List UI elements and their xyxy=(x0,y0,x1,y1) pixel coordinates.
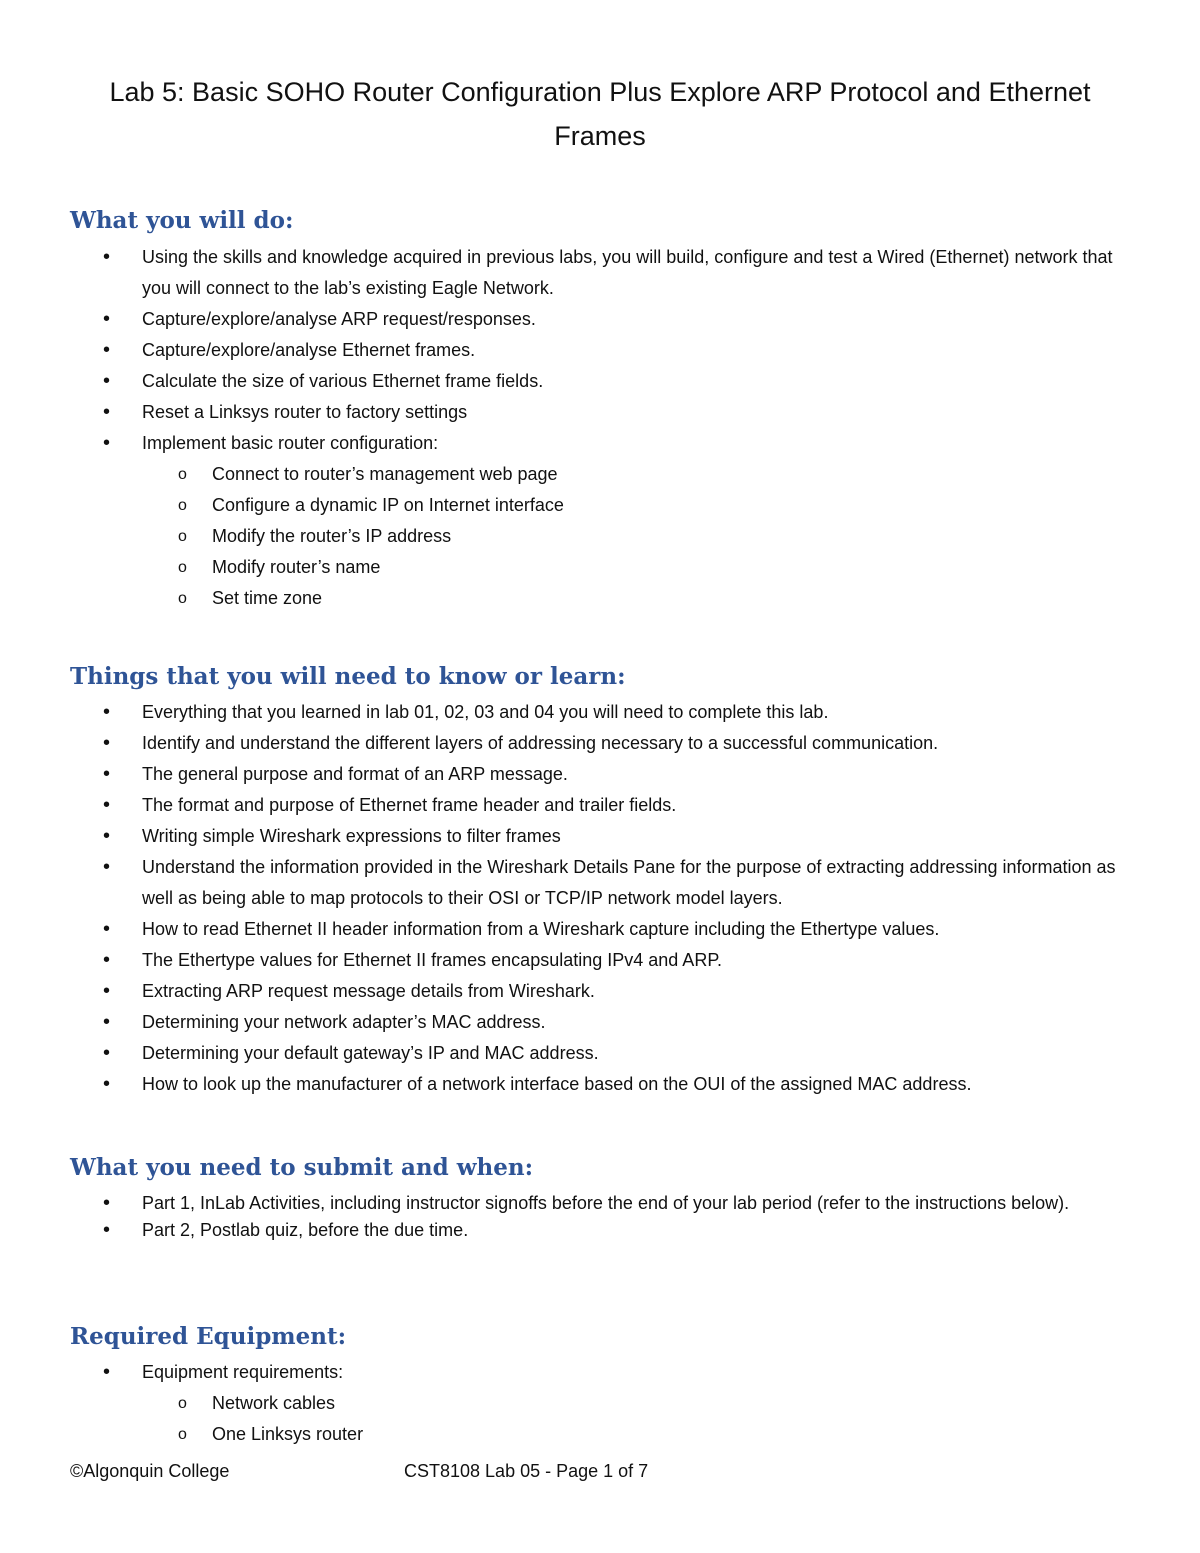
sub-list-item: o Set time zone xyxy=(0,583,1200,614)
sub-list-item: o Network cables xyxy=(0,1388,1200,1419)
list-item: • Equipment requirements: xyxy=(0,1357,1200,1388)
section-heading-things-to-know: Things that you will need to know or learn: xyxy=(70,663,626,690)
sub-list-item: o One Linksys router xyxy=(0,1419,1200,1450)
list-item: • Determining your default gateway’s IP and MAC address. xyxy=(0,1038,1200,1069)
section-heading-what-to-submit: What you need to submit and when: xyxy=(70,1154,534,1181)
list-item: • Part 1, InLab Activities, including instructor signoffs before the end of your lab period (refer to the instructions below). xyxy=(0,1190,1200,1217)
page-title: Lab 5: Basic SOHO Router Configuration Plus Explore ARP Protocol and Ethernet Frames xyxy=(109,77,1091,151)
list-item: • How to read Ethernet II header information from a Wireshark capture including the Ethertype values. xyxy=(0,914,1200,945)
list-item: • The general purpose and format of an ARP message. xyxy=(0,759,1200,790)
section-heading-what-you-will-do: What you will do: xyxy=(70,207,294,234)
sub-list-item: o Modify router’s name xyxy=(0,552,1200,583)
list-item: • Reset a Linksys router to factory settings xyxy=(0,397,1200,428)
sub-list-item: o Configure a dynamic IP on Internet interface xyxy=(0,490,1200,521)
what-you-will-do-list xyxy=(0,242,1200,614)
list-item: • The Ethertype values for Ethernet II frames encapsulating IPv4 and ARP. xyxy=(0,945,1200,976)
sub-list-item: o Connect to router’s management web page xyxy=(0,459,1200,490)
list-item: • Everything that you learned in lab 01, 02, 03 and 04 you will need to complete this lab. xyxy=(0,697,1200,728)
list-item: • Capture/explore/analyse ARP request/responses. xyxy=(0,304,1200,335)
list-item: • How to look up the manufacturer of a network interface based on the OUI of the assigned MAC address. xyxy=(0,1069,1200,1100)
list-item: • Identify and understand the different layers of addressing necessary to a successful communication. xyxy=(0,728,1200,759)
list-item: • Calculate the size of various Ethernet frame fields. xyxy=(0,366,1200,397)
required-equipment-list xyxy=(0,1357,1200,1450)
list-item: • Determining your network adapter’s MAC address. xyxy=(0,1007,1200,1038)
sub-list-item: o Modify the router’s IP address xyxy=(0,521,1200,552)
list-item: • Extracting ARP request message details from Wireshark. xyxy=(0,976,1200,1007)
list-item: • The format and purpose of Ethernet frame header and trailer fields. xyxy=(0,790,1200,821)
footer-copyright: ©Algonquin College xyxy=(70,1461,230,1481)
section-heading-required-equipment: Required Equipment: xyxy=(70,1323,347,1350)
list-item: • Implement basic router configuration: xyxy=(0,428,1200,459)
footer-page-number: CST8108 Lab 05 - Page 1 of 7 xyxy=(404,1461,649,1481)
list-item: • Capture/explore/analyse Ethernet frames. xyxy=(0,335,1200,366)
list-item: • Using the skills and knowledge acquired in previous labs, you will build, configure and test a Wired (Ethernet) network that you will connect to the lab’s existing Eagle Network. xyxy=(0,242,1200,304)
list-item: • Writing simple Wireshark expressions to filter frames xyxy=(0,821,1200,852)
what-to-submit-list xyxy=(0,1190,1200,1244)
list-item: • Understand the information provided in the Wireshark Details Pane for the purpose of extracting addressing information as well as being able to map protocols to their OSI or TCP/IP network model layers. xyxy=(0,852,1200,914)
list-item: • Part 2, Postlab quiz, before the due time. xyxy=(0,1217,1200,1244)
things-to-know-list xyxy=(0,697,1200,1100)
